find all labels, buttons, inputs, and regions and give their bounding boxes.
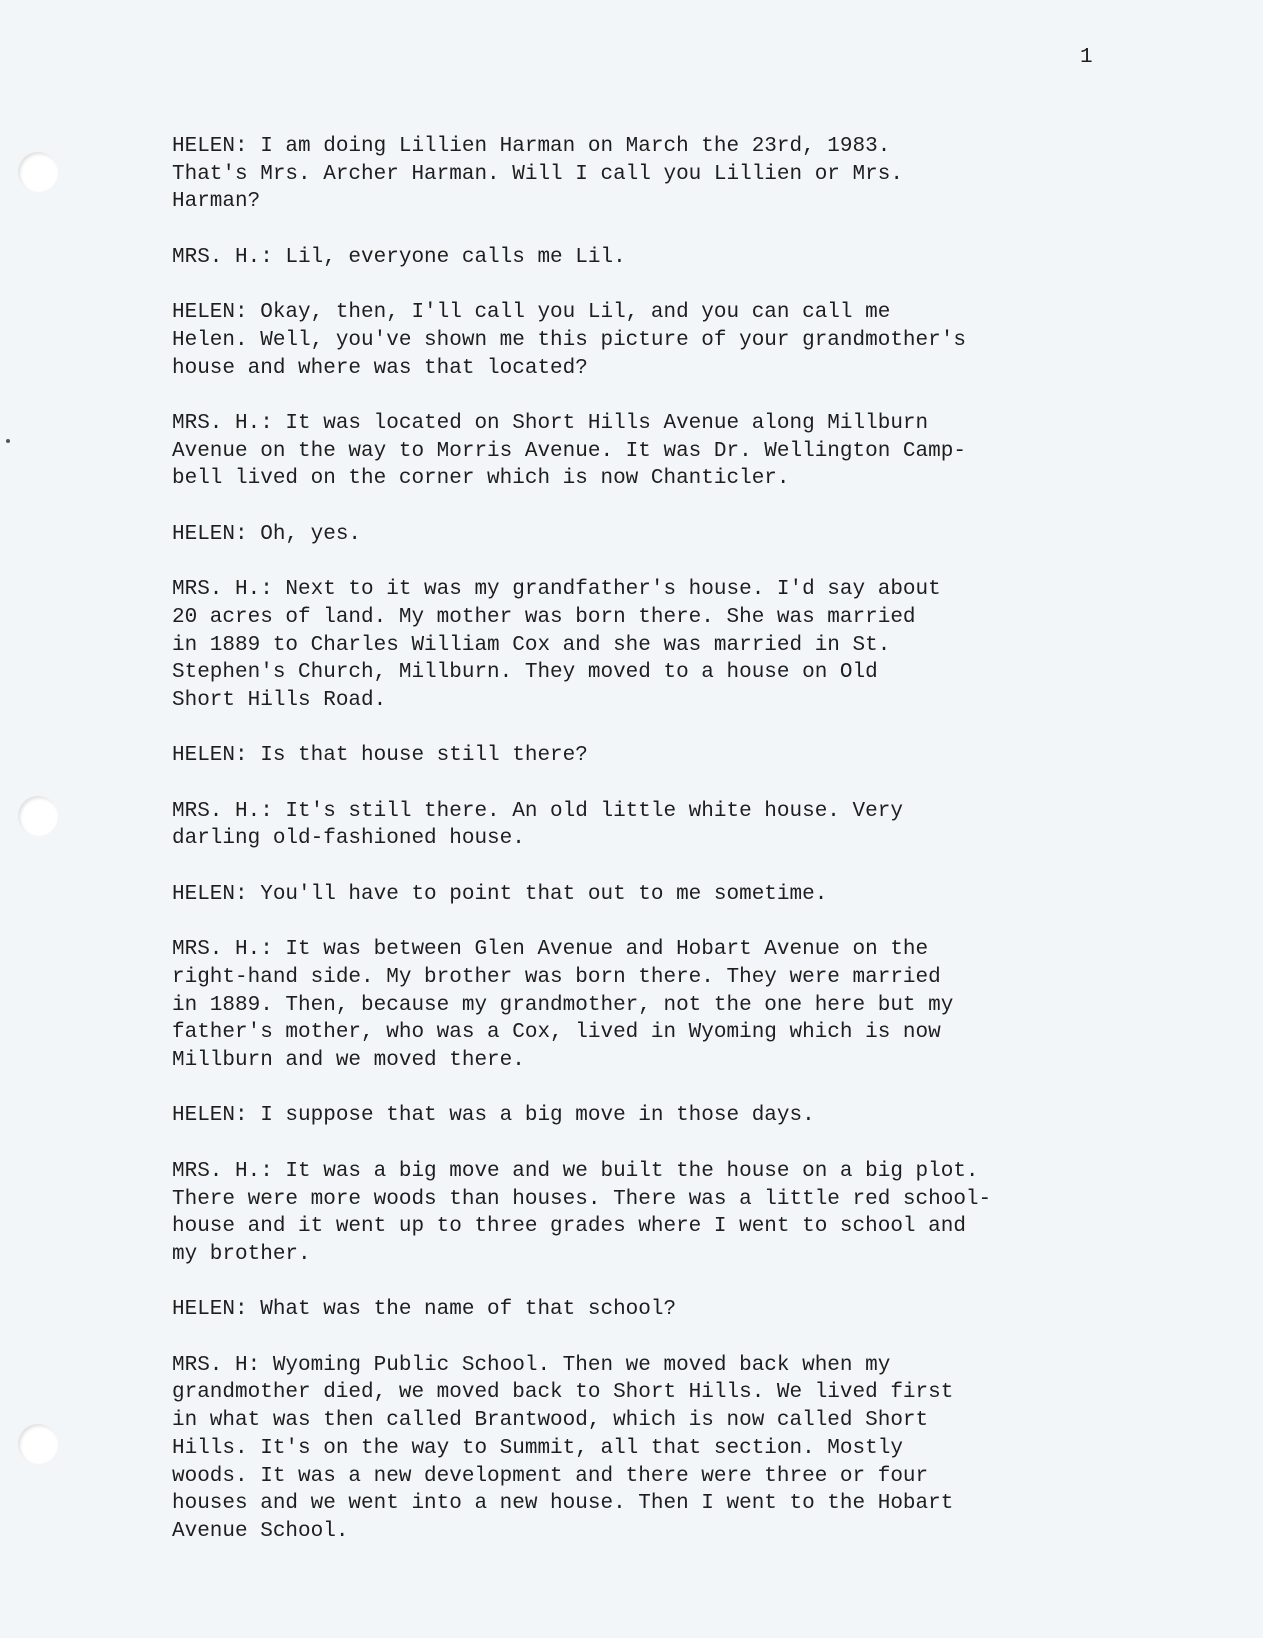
scan-speck [6, 439, 10, 443]
paragraph-5: HELEN: Oh, yes. [172, 522, 362, 546]
paragraph-1: HELEN: I am doing Lillien Harman on March the 23rd, 1983. That's Mrs. Archer Harman. Will I call you Lillien or Mrs. Harman? [172, 135, 903, 214]
paragraph-14: MRS. H: Wyoming Public School. Then we moved back when my grandmother died, we moved back to Short Hills. We lived first in what was then called Brantwood, which is now called Short Hills. It's on the way to Summit, all that section. Mostly woods. It was a new development and there were three or four houses and we went into a new house. Then I went to the Hobart Avenue School. [172, 1353, 954, 1543]
paragraph-11: HELEN: I suppose that was a big move in those days. [172, 1104, 815, 1128]
paragraph-9: HELEN: You'll have to point that out to me sometime. [172, 882, 828, 906]
paragraph-3: HELEN: Okay, then, I'll call you Lil, and you can call me Helen. Well, you've shown me this picture of your grandmother's house and where was that located? [172, 301, 966, 380]
paragraph-8: MRS. H.: It's still there. An old little white house. Very darling old-fashioned house. [172, 799, 903, 851]
paragraph-13: HELEN: What was the name of that school? [172, 1298, 677, 1322]
paragraph-4: MRS. H.: It was located on Short Hills Avenue along Millburn Avenue on the way to Morris Avenue. It was Dr. Wellington Camp- bell lived on the corner which is now Chanticler. [172, 411, 966, 491]
punch-hole-middle [18, 796, 58, 836]
transcript-body [172, 133, 1172, 1573]
punch-hole-top [18, 152, 58, 192]
paragraph-2: MRS. H.: Lil, everyone calls me Lil. [172, 245, 626, 269]
paragraph-10: MRS. H.: It was between Glen Avenue and Hobart Avenue on the right-hand side. My brother was born there. They were married in 1889. Then, because my grandmother, not the one here but my father's mother, who was a Cox, lived in Wyoming which is now Millburn and we moved there. [172, 938, 954, 1073]
punch-hole-bottom [18, 1424, 58, 1464]
paragraph-6: MRS. H.: Next to it was my grandfather's house. I'd say about 20 acres of land. My mother was born there. She was married in 1889 to Charles William Cox and she was married in St. Stephen's Church, Millburn. They moved to a house on Old Short Hills Road. [172, 578, 941, 712]
page-number: 1 [1080, 46, 1093, 69]
paragraph-7: HELEN: Is that house still there? [172, 744, 588, 768]
paragraph-12: MRS. H.: It was a big move and we built the house on a big plot. There were more woods than houses. There was a little red school- house and it went up to three grades where I went to school and my brother. [172, 1159, 992, 1266]
